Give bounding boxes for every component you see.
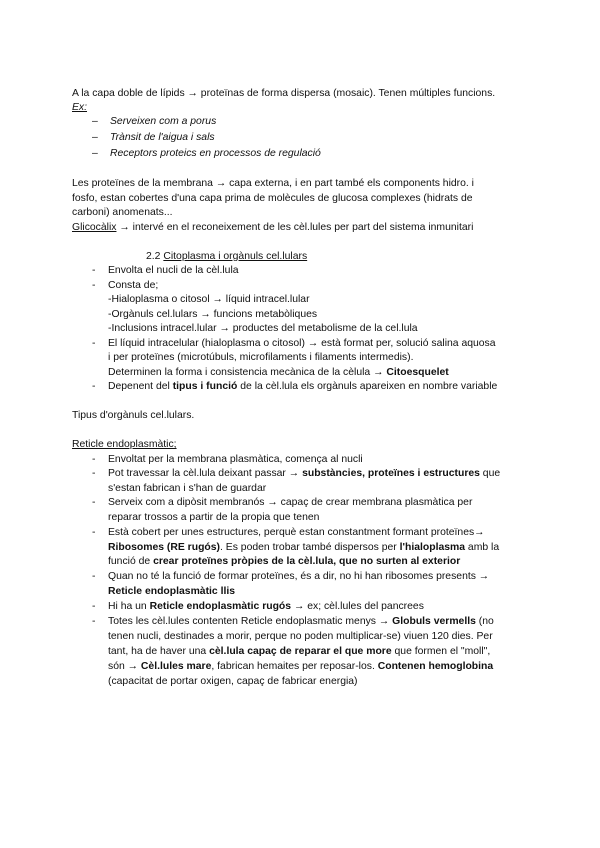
list-dash: -: [92, 280, 96, 291]
section-number: 2.2: [146, 251, 164, 262]
text-run: que: [479, 468, 501, 479]
list-dash: -: [92, 497, 96, 508]
list-item-cont: s'estan fabrican i s'han de guardar: [108, 483, 267, 494]
list-item: Consta de;: [108, 280, 159, 291]
list-dash: -: [92, 381, 96, 392]
bold-term: Reticle endoplasmàtic rugós: [149, 601, 292, 612]
bold-term: Globuls vermells: [392, 616, 476, 627]
text-run: són →: [108, 661, 141, 672]
text-run: Determinen la forma i consistencia mecànica de la cèlula →: [108, 367, 387, 378]
bold-term: Ribosomes (RE rugós): [108, 542, 220, 553]
list-dash: -: [92, 454, 96, 465]
glicocalix-term: Glicocàlix: [72, 222, 117, 233]
list-item: Està cobert per unes estructures, perquè estan constantment formant proteïnes→: [108, 527, 485, 538]
list-dash: -: [92, 571, 96, 582]
sub-item: -Inclusions intracel.lular → productes del metabolisme de la cel.lula: [108, 323, 418, 334]
text-run: Pot travessar la cèl.lula deixant passar →: [108, 468, 303, 479]
list-dash: -: [92, 616, 96, 627]
list-item: Trànsit de l'aigua i sals: [110, 132, 215, 143]
bold-term: Contenen hemoglobina: [377, 661, 494, 672]
bold-term: tipus i funció: [172, 381, 238, 392]
glicocalix-definition: → intervé en el reconeixement de les cèl.lules per part del sistema inmunitari: [116, 222, 474, 233]
intro-line: A la capa doble de lípids → proteïnas de forma dispersa (mosaic). Tenen múltiples funcions.: [72, 88, 496, 99]
list-dash: -: [92, 527, 96, 538]
list-dash: -: [92, 338, 96, 349]
sub-item: -Orgànuls cel.lulars → funcions metabòliques: [108, 309, 318, 320]
list-item: Serveixen com a porus: [110, 116, 217, 127]
list-item-cont: [108, 366, 449, 380]
list-item: Envolta el nucli de la cèl.lula: [108, 265, 239, 276]
text-run: , fabrican hemaites per reposar-los.: [211, 661, 378, 672]
list-item-cont: reparar trossos a partir de la propia que tenen: [108, 512, 320, 523]
list-item: [108, 380, 497, 394]
bold-term: cèl.lula capaç de reparar el que more: [209, 646, 392, 657]
list-item-cont: [108, 555, 460, 569]
glicocalix-line: [72, 221, 473, 235]
bold-term: Citoesquelet: [386, 367, 449, 378]
example-label: Ex:: [72, 102, 88, 113]
bold-term: l'hialoplasma: [399, 542, 466, 553]
section-heading: [146, 250, 307, 264]
list-dash: -: [92, 601, 96, 612]
list-item-cont: tenen nucli, destinades a morir, perque no poden multiplicar-se) viuen 120 dies. Per: [108, 631, 493, 642]
membrane-line: Les proteïnes de la membrana → capa externa, i en part també els components hidro. i: [72, 178, 474, 189]
text-run: (no: [475, 616, 494, 627]
list-item: El líquid intracelular (hialoplasma o citosol) → està format per, solució salina aquosa: [108, 338, 496, 349]
list-item-cont: [108, 541, 499, 555]
list-item-cont: i per proteïnes (microtúbuls, microfilaments i filaments intermedis).: [108, 352, 414, 363]
sub-item: -Hialoplasma o citosol → líquid intracel.lular: [108, 294, 310, 305]
list-dash: -: [92, 265, 96, 276]
membrane-line: carboni) anomenats...: [72, 207, 173, 218]
list-item: Envoltat per la membrana plasmàtica, comença al nucli: [108, 454, 363, 465]
list-dash: –: [92, 116, 98, 127]
list-item-cont: Reticle endoplasmàtic llis: [108, 586, 236, 597]
list-dash: –: [92, 132, 98, 143]
list-item: Receptors proteics en processos de regulació: [110, 148, 321, 159]
list-item: Quan no té la funció de formar proteïnes, és a dir, no hi han ribosomes presents →: [108, 571, 490, 582]
text-run: Hi ha un: [108, 601, 150, 612]
text-run: Depenent del: [108, 381, 173, 392]
section-title: Citoplasma i orgànuls cel.lulars: [163, 251, 308, 262]
bold-term: crear proteïnes pròpies de la cèl.lula, que no surten al exterior: [153, 556, 461, 567]
list-item-cont: [108, 645, 490, 659]
text-run: . Es poden trobar també dispersos per: [220, 542, 400, 553]
bold-term: Cèl.lules mare: [140, 661, 212, 672]
bold-term: substàncies, proteïnes i estructures: [302, 468, 480, 479]
list-item-cont: (capacitat de portar oxigen, capaç de fabricar energia): [108, 676, 358, 687]
list-item: [108, 600, 424, 614]
membrane-line: fosfo, estan cobertes d'una capa prima de molècules de glucosa complexes (hidrats de: [72, 193, 473, 204]
list-dash: –: [92, 148, 98, 159]
list-dash: -: [92, 468, 96, 479]
text-run: amb la: [465, 542, 500, 553]
text-run: de la cèl.lula els orgànuls apareixen en nombre variable: [237, 381, 498, 392]
list-item: Serveix com a dipòsit membranós → capaç de crear membrana plasmàtica per: [108, 497, 473, 508]
text-run: → ex; cèl.lules del pancrees: [291, 601, 424, 612]
text-run: funció de: [108, 556, 154, 567]
list-item-cont: [108, 660, 493, 674]
reticle-heading: Reticle endoplasmàtic;: [72, 439, 177, 450]
list-item: [108, 615, 494, 629]
text-run: Totes les cèl.lules contenten Reticle endoplasmatic menys →: [108, 616, 393, 627]
text-run: tant, ha de haver una: [108, 646, 210, 657]
tipus-line: Tipus d'orgànuls cel.lulars.: [72, 410, 195, 421]
text-run: que formen el "moll",: [391, 646, 491, 657]
list-item: [108, 467, 500, 481]
